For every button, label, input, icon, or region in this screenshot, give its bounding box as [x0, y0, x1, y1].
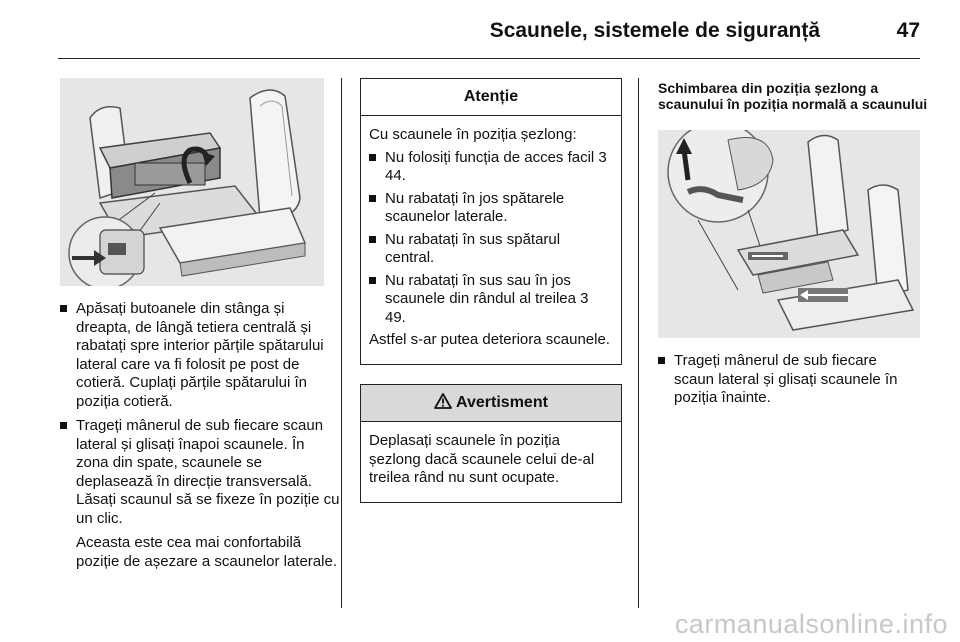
seat-armrest-illustration	[60, 78, 324, 286]
page-number: 47	[896, 19, 920, 42]
caution-intro: Cu scaunele în poziția șezlong:	[369, 126, 577, 143]
watermark: carmanualsonline.info	[674, 609, 948, 639]
section-title: Scaunele, sistemele de siguranță	[489, 19, 820, 42]
comfort-note: Aceasta este cea mai confortabilă poziție de așezare a scaunelor laterale.	[76, 534, 337, 570]
caution-heading: Atenție	[361, 79, 621, 116]
page-header	[0, 0, 960, 58]
seat-normal-position-illustration	[658, 130, 920, 338]
warning-header	[361, 385, 621, 422]
column1-instructions	[60, 300, 340, 571]
caution-item: Nu rabatați în sus sau în jos scaunele din rândul al treilea 3 49.	[369, 272, 613, 328]
warning-triangle-icon	[434, 393, 452, 414]
caution-outro: Astfel s-ar putea deteriora scaunele.	[369, 331, 610, 348]
instruction-item: Trageți mânerul de sub fiecare scaun lateral și glisați scaunele în poziția înainte.	[658, 352, 918, 408]
warning-box	[360, 384, 622, 503]
instruction-item: Apăsați butoanele din stânga și dreapta, de lângă tetiera centrală și rabatați spre interior părțile spătarului lateral care va fi folosit pe post de cotieră. Cuplați părțile spătarului în poziția cotieră.	[60, 300, 340, 411]
column-divider-right	[638, 78, 639, 608]
warning-text: Deplasați scaunele în poziția șezlong dacă scaunele celui de-al treilea rând nu sunt ocupate.	[369, 432, 595, 486]
caution-item: Nu rabatați în sus spătarul central.	[369, 231, 613, 268]
caution-item: Nu rabatați în jos spătarele scaunelor laterale.	[369, 190, 613, 227]
caution-item: Nu folosiți funcția de acces facil 3 44.	[369, 149, 613, 186]
section-heading: Schimbarea din poziția șezlong a scaunului în poziția normală a scaunului	[658, 80, 928, 112]
caution-box	[360, 78, 622, 365]
instruction-item: Trageți mânerul de sub fiecare scaun lateral și glisați înapoi scaunele. În zona din spate, scaunele se deplasează în direcție transversală. Lăsați scaunul să se fixeze în poziție cu un clic.	[60, 417, 340, 528]
warning-heading: Avertisment	[456, 394, 548, 411]
column-divider-left	[341, 78, 342, 608]
header-rule	[58, 58, 920, 59]
column3-instructions	[658, 352, 918, 414]
